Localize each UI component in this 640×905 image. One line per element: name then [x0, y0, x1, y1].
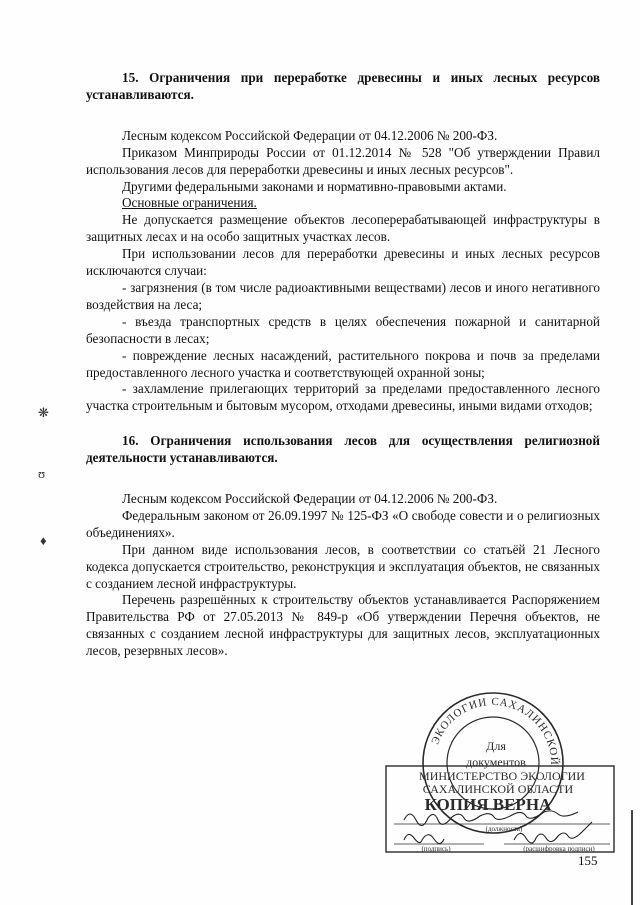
page-number: 155 [578, 853, 598, 868]
stamp-caption-position: (должность) [485, 825, 523, 833]
handwritten-signature [404, 834, 444, 843]
list-item: - загрязнения (в том числе радиоактивными веществами) лесов и иного негативного воздействия на леса; [86, 279, 600, 312]
stamp-caption-decode: (расшифровка подписи) [523, 845, 595, 853]
section-15-heading: 15. Ограничения при переработке древесины и иных лесных ресурсов устанавливаются. [86, 70, 600, 102]
stamp-copy-certified: КОПИЯ ВЕРНА [424, 795, 552, 814]
paragraph: При данном виде использования лесов, в соответствии со статьёй 21 Лесного кодекса допускается строительство, реконструкция и эксплуатация объектов, не связанных с созданием лесной инфраструктуры. [86, 541, 600, 591]
scan-edge [631, 810, 633, 905]
list-item: - захламление прилегающих территорий за пределами предоставленного лесного участка строительным и бытовым мусором, отходами древесины, иными видами отходов; [86, 381, 600, 414]
stamp-caption-signature: (подпись) [421, 845, 451, 853]
list-item: - повреждение лесных насаждений, растительного покрова и почв за пределами предоставленного лесного участка и соответствующей охранной зоны; [86, 347, 600, 380]
paragraph: При использовании лесов для переработки древесины и иных лесных ресурсов исключаются случаи: [86, 246, 600, 279]
round-stamp-line1: Для [486, 739, 506, 753]
paragraph: Приказом Минприроды России от 01.12.2014 № 528 "Об утверждении Правил использования лесов для переработки древесины и иных лесных ресурсов". [86, 144, 600, 177]
copy-certified-stamp [384, 764, 616, 856]
margin-mark: ʊ [38, 466, 46, 481]
paragraph: Лесным кодексом Российской Федерации от 04.12.2006 № 200-ФЗ. [122, 491, 498, 507]
list-item: - въезда транспортных средств в целях обеспечения пожарной и санитарной безопасности в лесах; [86, 313, 600, 346]
paragraph: Федеральным законом от 26.09.1997 № 125-ФЗ «О свободе совести и о религиозных объединениях». [86, 507, 600, 540]
round-stamp-line2: документов [466, 755, 526, 769]
subheading [86, 195, 600, 212]
paragraph: Не допускается размещение объектов лесоперерабатывающей инфраструктуры в защитных лесах и на особо защитных участках лесов. [86, 212, 600, 245]
subheading-text: Основные ограничения. [122, 195, 257, 211]
paragraph: Лесным кодексом Российской Федерации от 04.12.2006 № 200-ФЗ. [122, 127, 498, 143]
paragraph: Перечень разрешённых к строительству объектов устанавливается Распоряжением Правительства РФ от 27.05.2013 № 849-р «Об утверждении Перечня объектов, не связанных с созданием лесной инфраструктуры для защитных лесов, эксплуатационных лесов, резервных лесов». [86, 592, 600, 659]
stamp-ministry-line: МИНИСТЕРСТВО ЭКОЛОГИИ [419, 769, 585, 783]
section-16-heading: 16. Ограничения использования лесов для осуществления религиозной деятельности устанавливаются. [86, 433, 600, 466]
margin-mark: ♦ [40, 533, 47, 548]
document-body [86, 70, 600, 660]
round-stamp-text: ЭКОЛОГИИ САХАЛИНСКОЙ [429, 695, 561, 766]
handwritten-decode [514, 822, 592, 843]
margin-mark: ❋ [38, 405, 49, 420]
stamp-region-line: САХАЛИНСКОЙ ОБЛАСТИ [422, 782, 574, 796]
paragraph: Другими федеральными законами и нормативно-правовыми актами. [122, 178, 507, 194]
